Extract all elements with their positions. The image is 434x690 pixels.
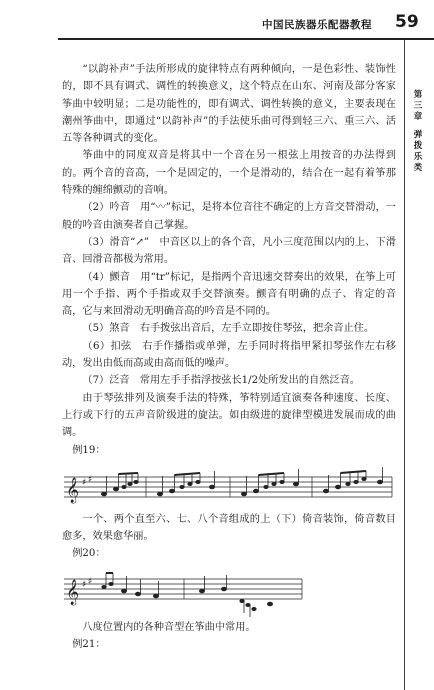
- section-tab: [409, 130, 427, 174]
- paragraph: 八度位置内的各种音型在筝曲中常用。: [82, 621, 256, 633]
- page-number: 59: [395, 12, 419, 32]
- music-staff-19: [64, 463, 394, 509]
- chapter-char: 章: [413, 112, 423, 122]
- music-example-20: [62, 563, 396, 619]
- treble-clef-icon: 𝄞: [66, 477, 80, 503]
- section-char: 类: [413, 163, 423, 173]
- paragraph: 一个、两个直至六、七、八个音组成的上（下）倚音装饰，倚音数目愈多，效果愈华丽。: [62, 513, 396, 543]
- example-label: 例20：: [72, 548, 106, 560]
- paragraph: （5）煞音 右手拨弦出音后，左手立即按住琴弦，把余音止住。: [82, 323, 375, 335]
- paragraph: （6）扣弦 右手作播指或单弹，左手同时将指甲紧扣琴弦作左右移动，发出由低而高或由高而低的噪声。: [62, 340, 396, 370]
- sharp-icon: ♯: [82, 477, 87, 488]
- paragraph: “以韵补声”手法所形成的旋律特点有两种倾向，一是色彩性、装饰性的，即不具有调式、调性的转换意义，这个特点在山东、河南及部分客家筝曲中较明显；二是功能性的，即有调式、调性转换的意义，主要表现在潮州筝曲中，即通过“以韵补声”的手法使乐曲可得到轻三六、重三六、活五等各种调式的变化。: [62, 64, 396, 145]
- section-char: 弹: [413, 130, 423, 140]
- sharp-icon: ♯: [88, 474, 93, 485]
- music-staff-20: [64, 567, 304, 619]
- example-label: 例21：: [72, 639, 106, 651]
- book-title: 中国民族器乐配器教程: [262, 19, 372, 31]
- paragraph: （2）吟音 用“〰”标记，是将本位音往不确定的上方音交替滑动，一般的吟音由演奏者自己掌握。: [62, 202, 396, 231]
- section-char: 拨: [413, 141, 423, 151]
- music-example-19: [62, 459, 396, 511]
- paragraph: （4）颤音 用“tr”标记，是指两个音迅速交替奏出的效果，在筝上可用一个手指、两个手指或双手交替演奏。颤音有明确的点子、肯定的音高，它与来回滑动无明确音高的吟音是不同的。: [62, 271, 396, 318]
- paragraph: （7）泛音 常用左手手指浮按弦长1/2处所发出的自然泛音。: [82, 375, 360, 387]
- chapter-char: 第: [413, 90, 423, 100]
- treble-clef-icon: 𝄞: [66, 579, 80, 605]
- example-label: 例19：: [72, 444, 106, 456]
- paragraph: （3）滑音“↗” 中音区以上的各个音，凡小三度范围以内的上、下滑音、回滑音都极为常用。: [62, 236, 396, 266]
- page-header: [0, 0, 434, 40]
- sharp-icon: ♯: [88, 576, 93, 587]
- chapter-char: 三: [413, 101, 423, 111]
- section-char: 乐: [413, 152, 423, 162]
- paragraph: 由于琴弦排列及演奏手法的特殊，筝特别适宜演奏各种速度、长度、上行或下行的五声音阶级进的旋法。如由级进的旋律型模进发展而成的曲调。: [62, 392, 396, 439]
- chapter-tab: [409, 90, 427, 123]
- paragraph: 筝曲中的同度双音是将其中一个音在另一根弦上用按音的办法得到的。两个音的音高，一个是固定的，一个是滑动的，结合在一起有着筝那特殊的缠绵颤动的音响。: [62, 150, 396, 197]
- margin-divider: [404, 40, 405, 690]
- sharp-icon: ♯: [82, 579, 87, 590]
- main-text: [62, 61, 396, 653]
- header-divider: [58, 38, 434, 40]
